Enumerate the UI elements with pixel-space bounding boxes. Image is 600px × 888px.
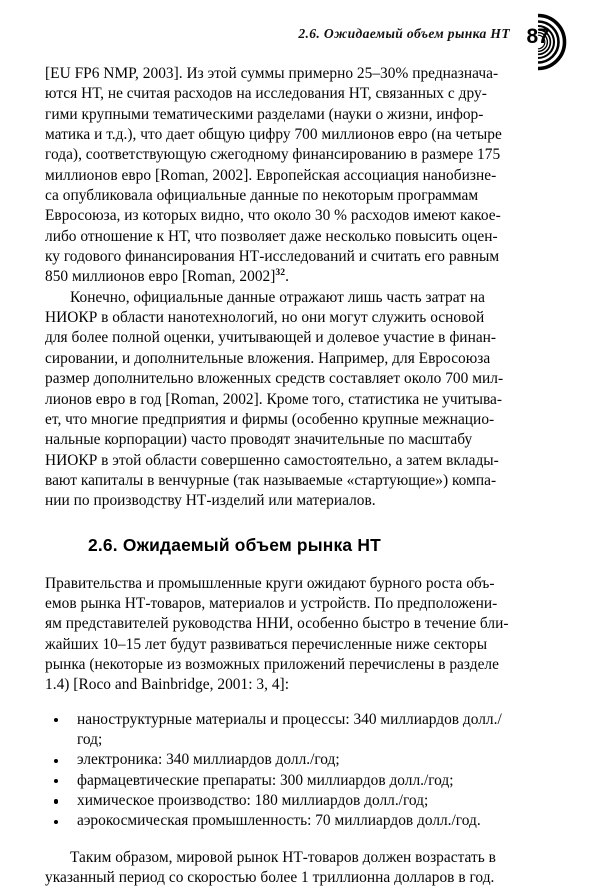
text-line-suffix: . <box>285 268 289 286</box>
text-line: либо отношение к НТ, что позволяет даже несколько повысить оцен- <box>45 227 498 245</box>
section-heading: 2.6. Ожидаемый объем рынка НТ <box>88 534 381 555</box>
text-line: ям представителей руководства ННИ, особенно быстро в течение бли- <box>45 615 509 633</box>
paragraph-1 <box>45 64 556 288</box>
text-line: ет, что многие предприятия и фирмы (особенно крупные межнацио- <box>45 410 495 428</box>
paragraph-4 <box>45 848 556 888</box>
text-line-content: Конечно, официальные данные отражают лишь часть затрат на <box>70 288 485 306</box>
spacer <box>45 512 556 534</box>
text-line: НИОКР в области нанотехнологий, но они могут служить основой <box>45 309 485 327</box>
footnote-marker: 32 <box>275 267 286 279</box>
text-line: для более полной оценки, учитывающей и долевое участие в финан- <box>45 329 497 347</box>
text-line: химическое производство: 180 миллиардов долл./год; <box>77 792 429 809</box>
list-item <box>45 811 556 831</box>
text-line: размер дополнительно вложенных средств составляет около 700 мил- <box>45 370 504 388</box>
text-line: год; <box>77 730 103 748</box>
paragraph-2 <box>45 288 556 512</box>
running-header-title: 2.6. Ожидаемый объем рынка НТ <box>298 26 510 41</box>
text-line-prefix: 850 миллионов евро [Roman, 2002] <box>45 268 276 286</box>
list-item <box>45 771 556 791</box>
bullet-icon <box>54 820 58 824</box>
list-item <box>45 750 556 770</box>
text-line: лионов евро в год [Roman, 2002]. Кроме того, статистика не учитыва- <box>45 390 503 408</box>
text-line: аэрокосмическая промышленность: 70 миллиардов долл./год. <box>77 812 481 830</box>
text-line: Правительства и промышленные круги ожидают бурного роста объ- <box>45 574 495 592</box>
text-line <box>45 288 556 308</box>
text-line: указанный период со скоростью более 1 триллионна долларов в год. <box>45 869 495 887</box>
text-line: НИОКР в этой области совершенно самостоятельно, а затем вклады- <box>45 451 499 469</box>
text-line: года), соответствующую сжегодному финансированию в размере 175 <box>45 146 501 164</box>
text-line: сировании, и дополнительные вложения. Например, для Евросоюза <box>45 349 491 367</box>
running-header <box>45 22 510 46</box>
spacer <box>45 556 556 574</box>
text-line: наноструктурные материалы и процессы: 340 миллиардов долл./ <box>77 710 502 728</box>
market-sector-list <box>45 710 556 832</box>
text-line: жайших 10–15 лет будут развиваться перечисленные ниже секторы <box>45 635 488 653</box>
text-line: рынка (некоторые из возможных приложений перечислены в разделе <box>45 655 499 673</box>
text-line: ются НТ, не считая расходов на исследования НТ, связанных с дру- <box>45 85 487 103</box>
text-line: фармацевтические препараты: 300 миллиардов долл./год; <box>77 771 454 789</box>
text-line: [EU FP6 NMP, 2003]. Из этой суммы примерно 25–30% предназнача- <box>45 65 499 82</box>
list-item <box>45 791 556 811</box>
text-line: Евросоюза, из которых видно, что около 30 % расходов имеют какое- <box>45 207 501 225</box>
text-line: ку годового финансирования НТ-исследований и считать его равным <box>45 248 500 266</box>
page-number: 87 <box>526 25 550 48</box>
spacer <box>45 696 556 710</box>
text-line-with-footnote <box>45 267 556 287</box>
bullet-icon <box>54 799 58 803</box>
text-line: миллионов евро [Roman, 2002]. Европейская ассоциация нанобизне- <box>45 166 497 184</box>
text-line: гими крупными тематическими разделами (науки о жизни, инфор- <box>45 105 484 123</box>
text-line: нии по производству НТ-изделий или материалов. <box>45 492 376 510</box>
text-column <box>45 64 556 888</box>
text-line: 1.4) [Roco and Bainbridge, 2001: 3, 4]: <box>45 676 289 694</box>
bullet-icon <box>54 718 58 722</box>
bullet-icon <box>54 779 58 783</box>
paragraph-3 <box>45 574 556 696</box>
text-line: матика и т.д.), что дает общую цифру 700 миллионов евро (на четыре <box>45 126 502 144</box>
text-line: электроника: 340 миллиардов долл./год; <box>77 751 340 769</box>
list-item <box>45 710 556 751</box>
text-line: нальные корпорации) часто проводят значительные по масштабу <box>45 431 473 449</box>
text-line: са опубликовала официальные данные по некоторым программам <box>45 187 479 205</box>
text-line-content: Таким образом, мировой рынок НТ-товаров должен возрастать в <box>70 848 496 866</box>
text-line <box>45 848 556 868</box>
spacer <box>45 832 556 848</box>
text-line: вают капиталы в венчурные (так называемые «стартующие») компа- <box>45 471 497 489</box>
bullet-icon <box>54 759 58 763</box>
text-line: емов рынка НТ-товаров, материалов и устройств. По предположени- <box>45 594 498 612</box>
